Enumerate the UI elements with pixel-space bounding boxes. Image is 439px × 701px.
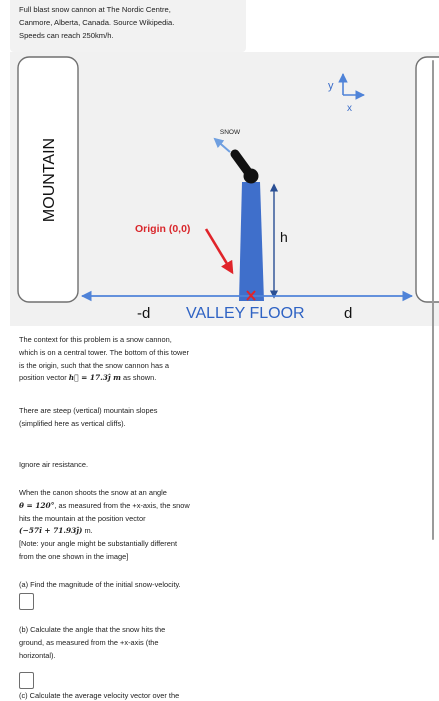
text-span: m.: [82, 526, 93, 536]
axes-icon: [328, 74, 364, 114]
caption-line: Speeds can reach 250km/h.: [19, 31, 114, 40]
valley-floor-label: VALLEY FLOOR: [186, 305, 305, 322]
text-span: , as measured from the +x-axis, the snow: [54, 500, 190, 510]
neg-d-label: -d: [137, 305, 151, 322]
snow-arrow: [215, 139, 230, 152]
left-mountain: [18, 57, 78, 302]
right-mountain: [416, 57, 439, 302]
text-line: [19, 372, 239, 385]
text-line: (simplified here as vertical cliffs).: [19, 418, 126, 428]
text-line: [Note: your angle might be substantially different: [19, 539, 178, 549]
text-line: horizontal).: [19, 650, 56, 660]
context-paragraph: [19, 334, 239, 385]
position-vector-math: h⃗ = 17.3ĵ m: [68, 373, 121, 383]
text-line: [19, 525, 239, 538]
axis-y-label: y: [328, 80, 334, 92]
text-line: hits the mountain at the position vector: [19, 513, 146, 523]
text-line: which is on a central tower. The bottom of this tower: [19, 347, 189, 357]
text-line: [19, 500, 239, 513]
height-label: h: [280, 229, 288, 245]
text-line: ground, as measured from the +x-axis (the: [19, 637, 159, 647]
scrollbar[interactable]: [432, 60, 434, 540]
text-line: (b) Calculate the angle that the snow hits the: [19, 625, 166, 634]
text-line: There are steep (vertical) mountain slopes: [19, 406, 158, 415]
text-span: as shown.: [120, 373, 157, 383]
text-line: is the origin, such that the snow cannon has a: [19, 360, 169, 370]
origin-label: Origin (0,0): [135, 223, 191, 235]
text-line: The context for this problem is a snow cannon,: [19, 335, 172, 344]
cannon-head: [244, 169, 259, 184]
caption-line: Canmore, Alberta, Canada. Source Wikipedia.: [19, 18, 175, 27]
mountain-label: MOUNTAIN: [41, 137, 58, 223]
air-resistance-note: [19, 459, 239, 472]
question-a: [19, 579, 249, 592]
angle-math: θ = 120°: [19, 500, 55, 510]
axis-x-label: x: [347, 103, 352, 114]
answer-a-input[interactable]: [19, 593, 34, 610]
question-b: [19, 624, 239, 662]
caption-line: Full blast snow cannon at The Nordic Centre,: [19, 5, 171, 14]
snow-label: SNOW: [219, 129, 241, 136]
d-label: d: [344, 305, 353, 322]
origin-arrow: [206, 229, 232, 272]
text-span: position vector: [19, 373, 69, 383]
mountain-paragraph: [19, 405, 239, 431]
impact-vector-math: (−57î + 71.93ĵ): [19, 526, 83, 536]
text-line: Ignore air resistance.: [19, 460, 89, 469]
problem-diagram: [10, 52, 439, 326]
image-caption: [10, 0, 246, 52]
launch-paragraph: [19, 487, 239, 564]
answer-b-input[interactable]: [19, 672, 34, 689]
question-c: (c) Calculate the average velocity vector over the: [19, 691, 180, 700]
text-line: from the one shown in the image]: [19, 551, 129, 561]
text-line: (a) Find the magnitude of the initial snow-velocity.: [19, 580, 181, 589]
cannon-tower: [239, 182, 264, 301]
text-line: When the canon shoots the snow at an angle: [19, 488, 167, 497]
